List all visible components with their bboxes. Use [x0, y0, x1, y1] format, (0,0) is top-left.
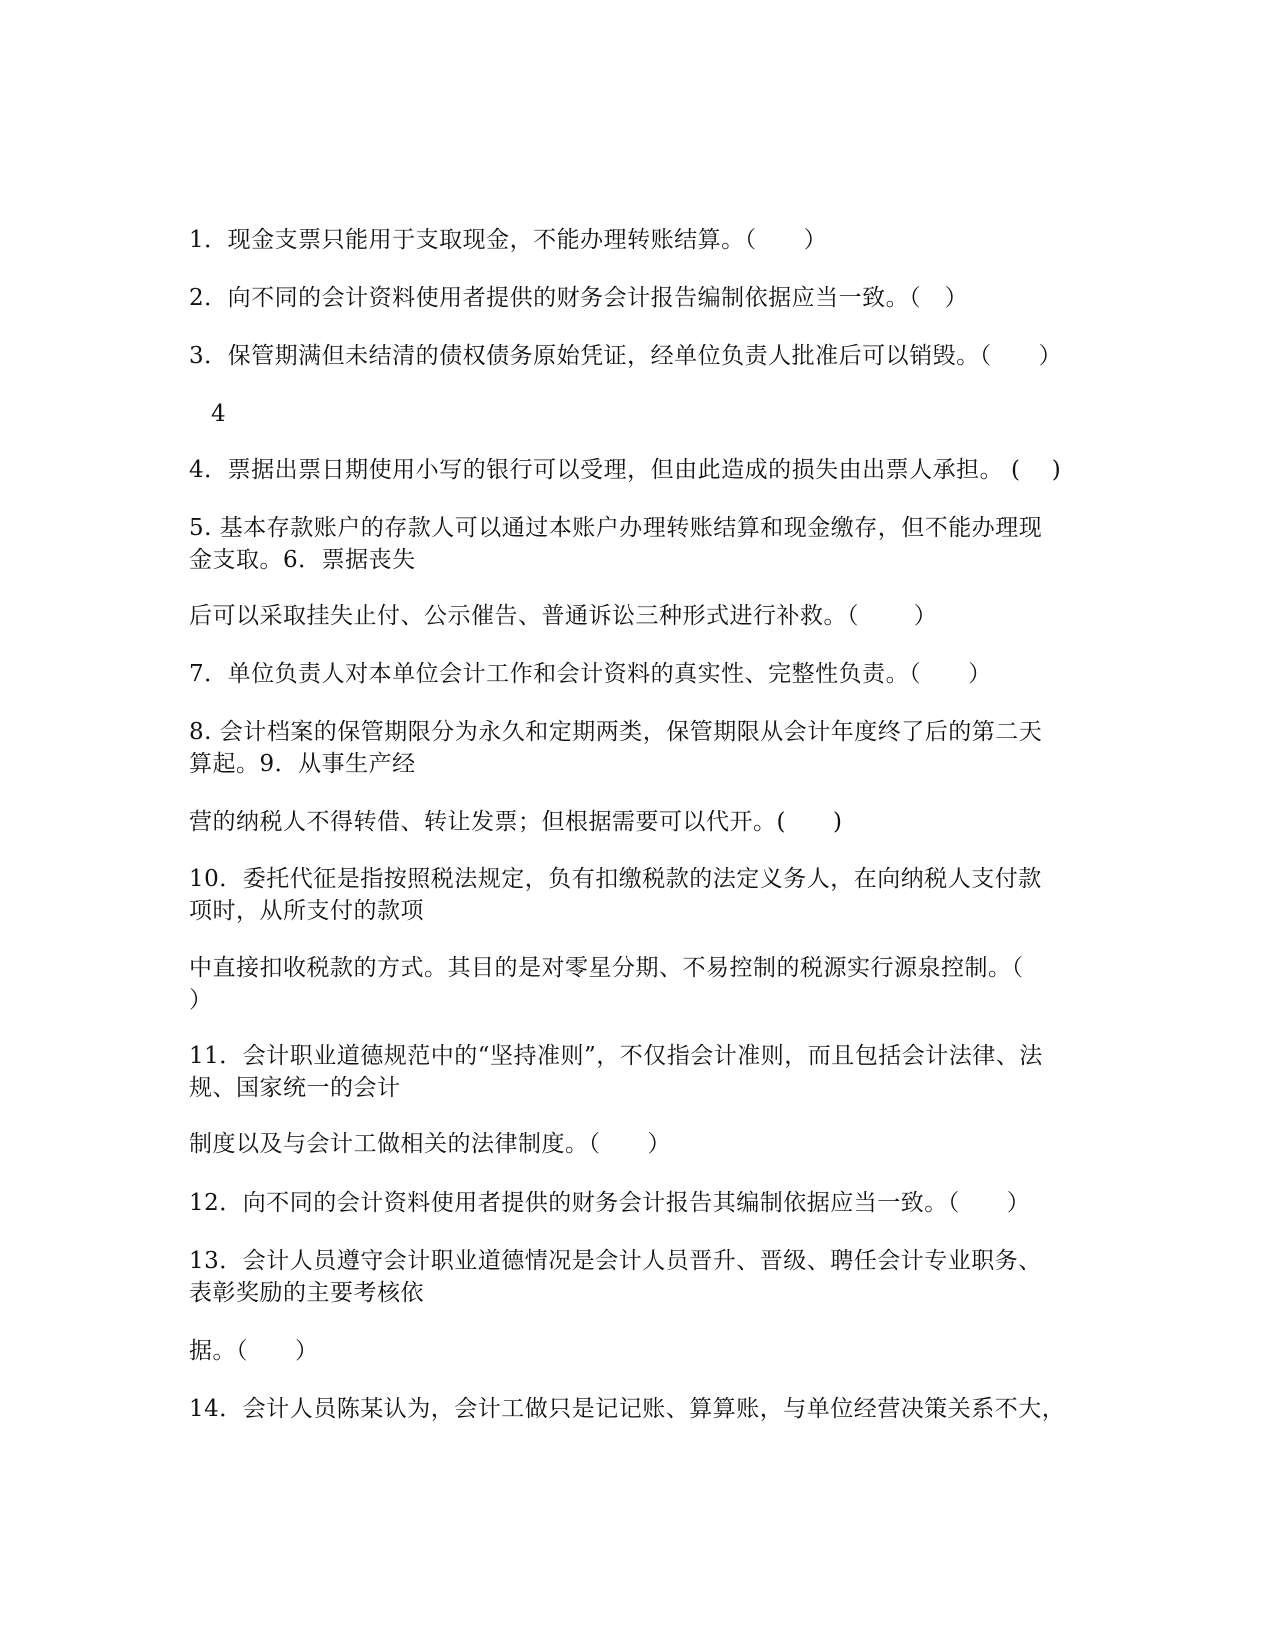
question-5 [189, 512, 1089, 576]
text-line: 13．会计人员遵守会计职业道德情况是会计人员晋升、晋级、聘任会计专业职务、 [189, 1248, 1042, 1274]
question-2 [189, 282, 1089, 314]
text-line: 1．现金支票只能用于支取现金，不能办理转账结算。（ ） [189, 227, 828, 253]
text-line: 2．向不同的会计资料使用者提供的财务会计报告编制依据应当一致。（ ） [189, 285, 969, 311]
question-13 [189, 1245, 1089, 1309]
text-line: 金支取。6．票据丧失 [189, 547, 416, 573]
question-14 [189, 1393, 1089, 1425]
question-12 [189, 1187, 1089, 1219]
text-line: 规、国家统一的会计 [189, 1075, 401, 1101]
question-4 [189, 454, 1089, 486]
question-9-continued [189, 806, 1089, 838]
question-10 [189, 863, 1089, 927]
text-line: 10．委托代征是指按照税法规定，负有扣缴税款的法定义务人，在向纳税人支付款 [189, 866, 1042, 892]
text-line: 制度以及与会计工做相关的法律制度。（ ） [189, 1131, 671, 1157]
text-line: 7．单位负责人对本单位会计工作和会计资料的真实性、完整性负责。（ ） [189, 661, 992, 687]
text-line: 表彰奖励的主要考核依 [189, 1280, 424, 1306]
text-line: 据。（ ） [189, 1338, 319, 1364]
question-7 [189, 658, 1089, 690]
question-11-continued [189, 1128, 1089, 1160]
text-line: 中直接扣收税款的方式。其目的是对零星分期、不易控制的税源实行源泉控制。（ [189, 955, 1024, 981]
text-line: 8. 会计档案的保管期限分为永久和定期两类，保管期限从会计年度终了后的第二天 [189, 719, 1043, 745]
text-line: 11．会计职业道德规范中的“坚持准则”，不仅指会计准则，而且包括会计法律、法 [189, 1043, 1043, 1069]
text-line: 4．票据出票日期使用小写的银行可以受理，但由此造成的损失由出票人承担。 ( ) [189, 457, 1062, 483]
text-line: 营的纳税人不得转借、转让发票；但根据需要可以代开。( ) [189, 809, 843, 835]
question-10-continued [189, 952, 1089, 1016]
question-13-continued [189, 1335, 1089, 1367]
question-1 [189, 224, 1089, 256]
text-line: 算起。9．从事生产经 [189, 751, 416, 777]
text-line: 12．向不同的会计资料使用者提供的财务会计报告其编制依据应当一致。（ ） [189, 1190, 1031, 1216]
question-8 [189, 716, 1089, 780]
text-line: 后可以采取挂失止付、公示催告、普通诉讼三种形式进行补救。（ ） [189, 603, 938, 629]
question-3 [189, 340, 1089, 372]
question-11 [189, 1040, 1089, 1104]
text-line: 5. 基本存款账户的存款人可以通过本账户办理转账结算和现金缴存，但不能办理现 [189, 515, 1043, 541]
page-number: 4 [211, 401, 226, 427]
text-line: 3．保管期满但未结清的债权债务原始凭证，经单位负责人批准后可以销毁。（ ） [189, 343, 1063, 369]
question-6-continued [189, 600, 1089, 632]
text-line: 14．会计人员陈某认为，会计工做只是记记账、算算账，与单位经营决策关系不大， [189, 1396, 1066, 1422]
text-line: 项时，从所支付的款项 [189, 898, 424, 924]
text-line: ） [189, 987, 213, 1013]
